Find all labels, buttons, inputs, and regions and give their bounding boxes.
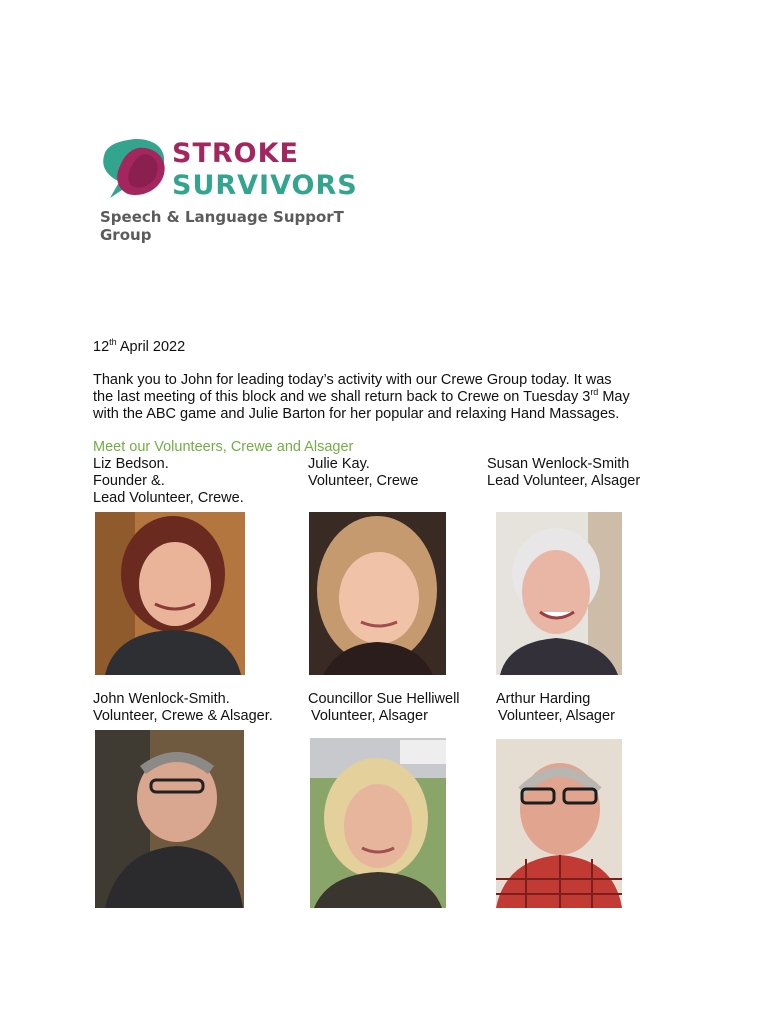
paragraph-line-2-end: May xyxy=(598,389,630,405)
paragraph-line-2-sup: rd xyxy=(590,387,599,398)
volunteer-6-name: Arthur Harding xyxy=(496,691,591,707)
volunteer-1-photo xyxy=(95,512,245,675)
paragraph-line-1: Thank you to John for leading today’s activity with our Crewe Group today. It was xyxy=(93,372,612,388)
date-suffix: th xyxy=(109,337,117,348)
volunteer-4-role: Volunteer, Crewe & Alsager. xyxy=(93,708,273,724)
volunteer-6-photo xyxy=(496,739,622,908)
volunteer-4-photo xyxy=(95,730,244,908)
volunteer-1-role-2: Lead Volunteer, Crewe. xyxy=(93,490,244,506)
logo-line-2: SURVIVORS xyxy=(172,170,358,201)
volunteer-3-name: Susan Wenlock-Smith xyxy=(487,456,630,472)
volunteer-2-role: Volunteer, Crewe xyxy=(308,473,419,489)
date-rest: April 2022 xyxy=(116,339,186,355)
paragraph-line-2-start: the last meeting of this block and we shall return back to Crewe on Tuesday 3 xyxy=(93,389,591,405)
speech-bubbles-icon xyxy=(98,136,170,204)
logo-line-1: STROKE xyxy=(172,138,299,169)
paragraph-line-3: with the ABC game and Julie Barton for her popular and relaxing Hand Massages. xyxy=(93,406,620,422)
letter-date xyxy=(93,339,185,356)
paragraph-line-2 xyxy=(93,389,630,406)
volunteer-4-name: John Wenlock-Smith. xyxy=(93,691,230,707)
volunteers-heading: Meet our Volunteers, Crewe and Alsager xyxy=(93,439,354,455)
volunteer-5-role: Volunteer, Alsager xyxy=(311,708,428,724)
stroke-survivors-logo xyxy=(98,136,368,244)
logo-tagline: Speech & Language SupporT Group xyxy=(100,208,344,244)
volunteer-1-name: Liz Bedson. xyxy=(93,456,169,472)
volunteer-3-role: Lead Volunteer, Alsager xyxy=(487,473,641,489)
volunteer-1-role: Founder &. xyxy=(93,473,165,489)
volunteer-2-photo xyxy=(309,512,446,675)
volunteer-5-name: Councillor Sue Helliwell xyxy=(308,691,460,707)
volunteer-6-role: Volunteer, Alsager xyxy=(498,708,615,724)
volunteer-2-name: Julie Kay. xyxy=(308,456,370,472)
date-day: 12 xyxy=(93,339,110,355)
volunteer-3-photo xyxy=(496,512,622,675)
volunteer-5-photo xyxy=(310,738,446,908)
